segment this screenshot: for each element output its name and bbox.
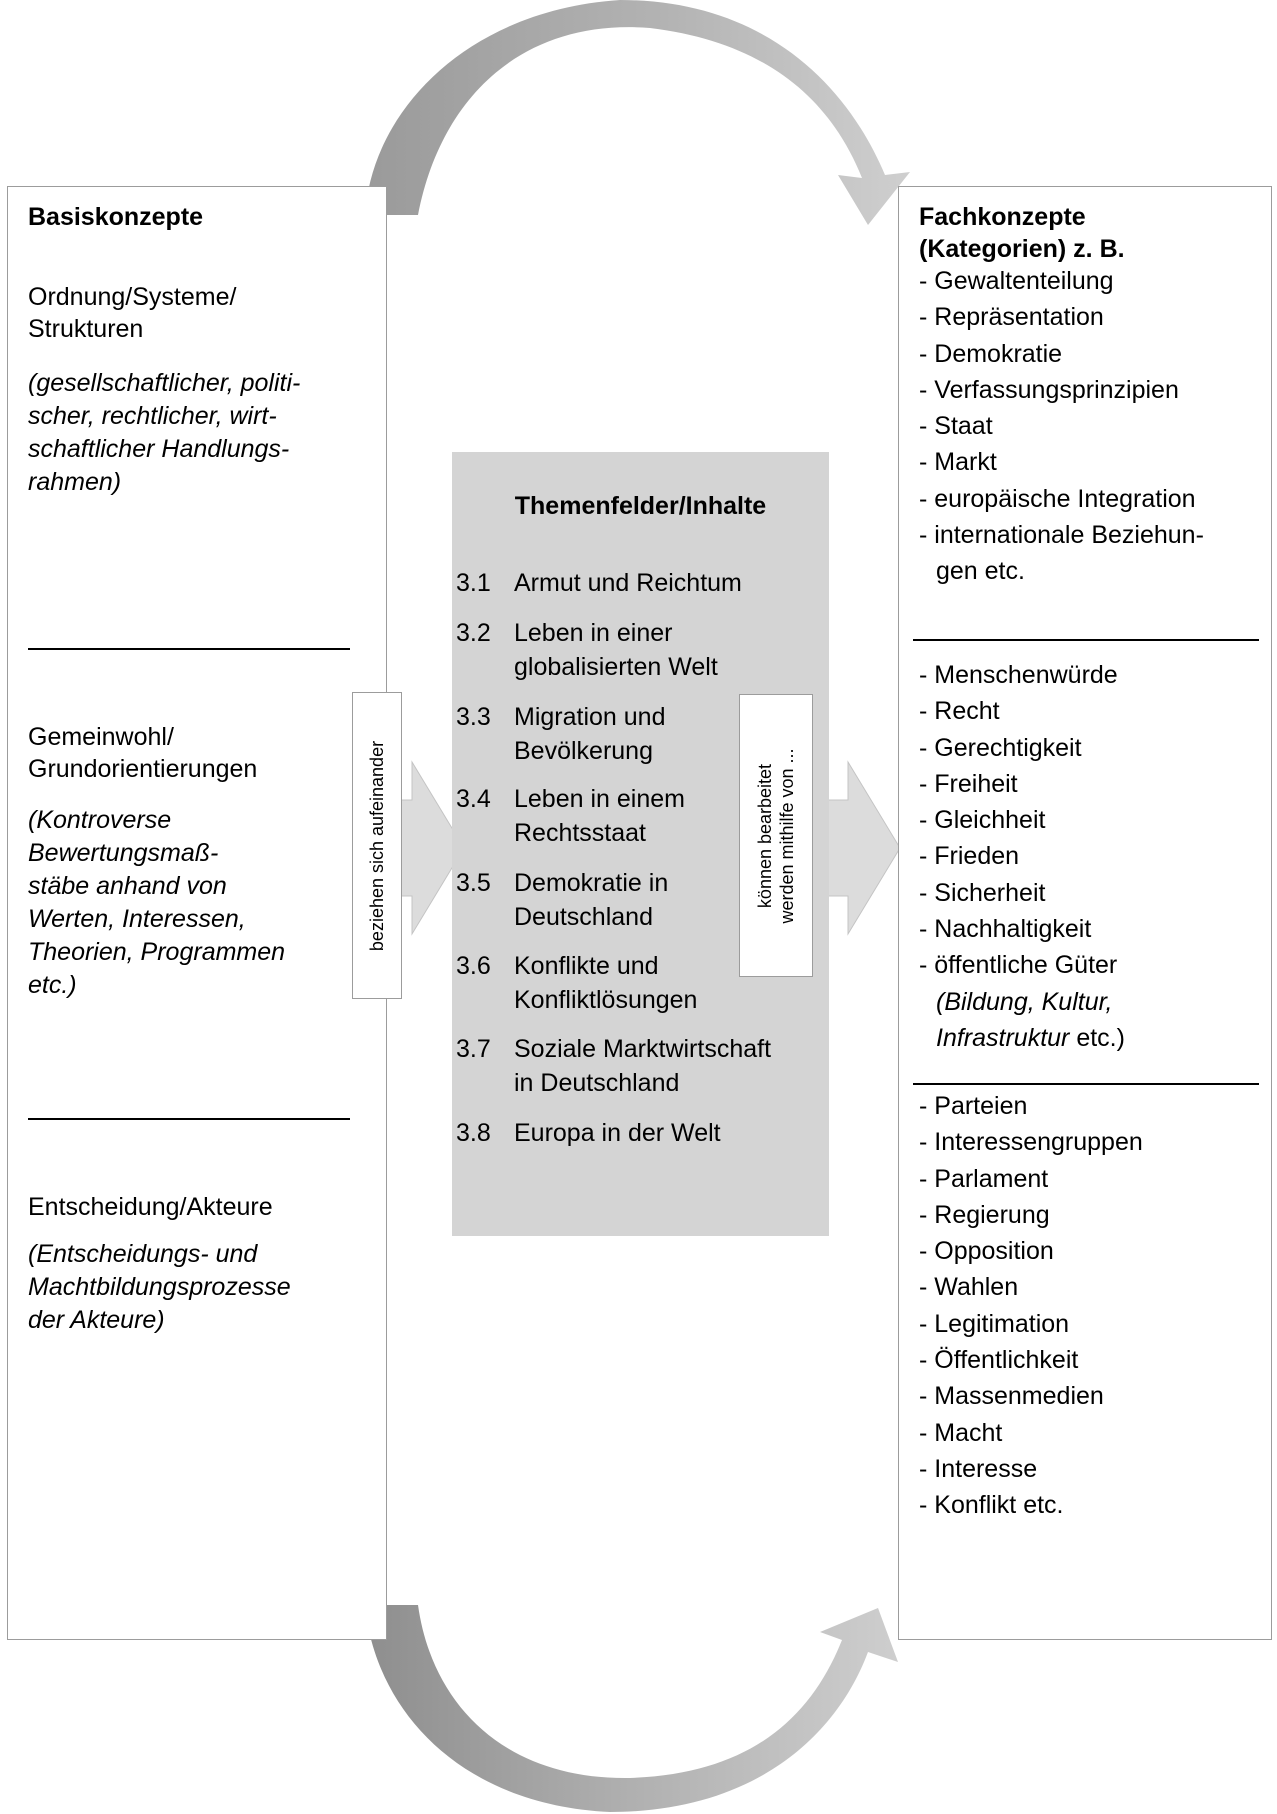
list-item: - Staat: [919, 412, 993, 441]
beziehen-label: beziehen sich aufeinander: [367, 740, 387, 951]
list-item: gen etc.: [936, 557, 1025, 586]
fachkonzepte-heading: Fachkonzepte (Kategorien) z. B.: [919, 203, 1125, 263]
fachkonzepte-list-1: [919, 263, 1204, 590]
entscheidung-note: (Entscheidungs- und Machtbildungsprozesse der Akteure): [28, 1240, 291, 1334]
top-curved-arrow: [365, 0, 910, 225]
entscheidung-title: Entscheidung/Akteure: [28, 1193, 273, 1221]
list-item: - internationale Beziehun-: [919, 521, 1204, 550]
list-item: - Gerechtigkeit: [919, 733, 1082, 762]
left-divider-2: [28, 1118, 350, 1120]
list-item: - Parlament: [919, 1164, 1049, 1193]
themenfelder-title: Themenfelder/Inhalte: [514, 492, 767, 520]
list-item: - Regierung: [919, 1200, 1050, 1229]
fachkonzepte-box: [898, 186, 1272, 1640]
basiskonzepte-heading: Basiskonzepte: [28, 203, 204, 231]
list-item: - Opposition: [919, 1237, 1054, 1266]
list-item: - Interesse: [919, 1454, 1038, 1483]
list-item: - Recht: [919, 697, 1000, 726]
right-divider-2: [913, 1083, 1259, 1085]
right-divider-1: [913, 639, 1259, 641]
list-item: - Nachhaltigkeit: [919, 915, 1092, 944]
list-item: - öffentliche Güter: [919, 951, 1118, 980]
list-item: - Macht: [919, 1418, 1003, 1447]
list-item: - Interessengruppen: [919, 1128, 1143, 1157]
gemeinwohl-title: Gemeinwohl/ Grundorientierungen: [28, 723, 258, 783]
ordnung-title: Ordnung/Systeme/ Strukturen: [28, 283, 237, 343]
list-item: - Freiheit: [919, 769, 1018, 798]
list-item: Infrastruktur etc.): [936, 1023, 1125, 1052]
bearbeitet-label-box: [739, 694, 813, 977]
list-item: - Massenmedien: [919, 1382, 1104, 1411]
list-item: - Menschenwürde: [919, 661, 1118, 689]
bearbeitet-label: können bearbeitet werden mithilfe von ...: [755, 747, 797, 924]
ordnung-note: (gesellschaftlicher, politi- scher, rechtlicher, wirt- schaftlicher Handlungs- rahmen): [28, 369, 301, 496]
fachkonzepte-list-2: [919, 657, 1125, 1056]
list-item: - Gewaltenteilung: [919, 267, 1114, 295]
themenfelder-box: Themenfelder/Inhalte 3.1 Armut und Reichtum 3.2 Leben in einer globalisierten Welt 3.3 Migration und Bevölkerung 3.4 Leben in einem Rechtsstaat 3.5 Demokratie in Deutschland 3.6 Konflikte und Konfliktlösungen 3.7 Soziale Marktwirtschaft in Deutschland 3.8 Europa in der Welt: [452, 452, 829, 1236]
list-item: (Bildung, Kultur,: [936, 987, 1113, 1016]
fachkonzepte-list-3: [919, 1088, 1143, 1524]
beziehen-label-box: [352, 692, 402, 999]
list-item: - Sicherheit: [919, 878, 1046, 907]
list-item: - Gleichheit: [919, 806, 1046, 835]
list-item: - Verfassungsprinzipien: [919, 375, 1179, 404]
list-item: - europäische Integration: [919, 484, 1196, 513]
list-item: - Repräsentation: [919, 303, 1104, 332]
left-divider-1: [28, 648, 350, 650]
gemeinwohl-note: (Kontroverse Bewertungsmaß- stäbe anhand von Werten, Interessen, Theorien, Programmen etc.): [28, 806, 286, 999]
list-item: - Öffentlichkeit: [919, 1346, 1079, 1375]
bottom-curved-arrow: [365, 1605, 898, 1812]
list-item: - Legitimation: [919, 1309, 1070, 1338]
list-item: - Parteien: [919, 1092, 1028, 1120]
list-item: - Konflikt etc.: [919, 1491, 1064, 1520]
basiskonzepte-box: [7, 186, 387, 1640]
list-item: - Wahlen: [919, 1273, 1019, 1302]
list-item: - Frieden: [919, 842, 1020, 871]
list-item: - Markt: [919, 448, 997, 477]
list-item: - Demokratie: [919, 339, 1063, 368]
